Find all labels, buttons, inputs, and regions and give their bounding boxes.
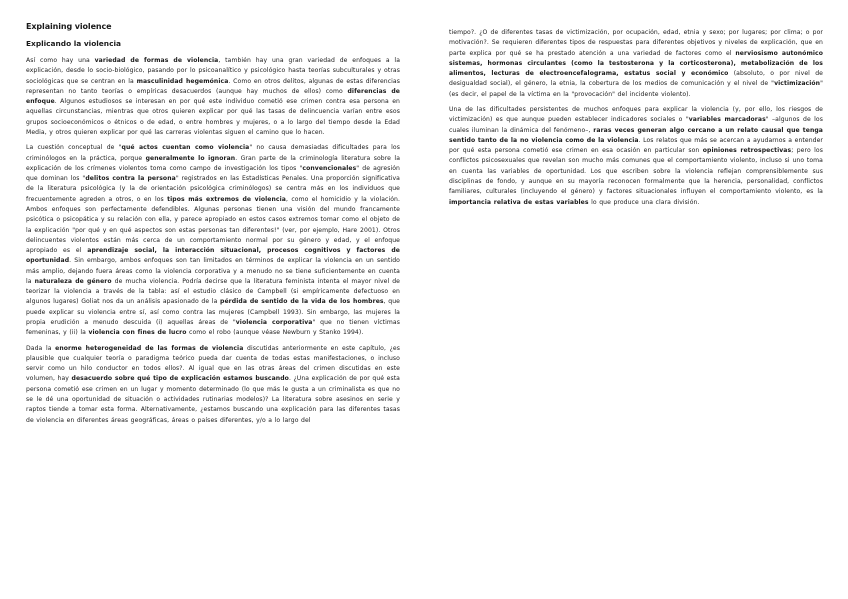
text-run: " no causa demasiadas dificultades para los criminólogos en la práctica, porque	[26, 144, 400, 162]
body-paragraph	[449, 28, 823, 100]
text-run: . Sin embargo, ambos enfoques son tan limitados en términos de explicar la violencia en un sentido más amplio, dejando fuera áreas como la violencia corporativa y a menudo no se tiene suficientemente en cuenta la	[26, 257, 400, 285]
text-run: " registrados en las Estadísticas Penales. Una proporción significativa de la literatura psicológica (y la de orientación psicológica criminólogos) se centra más en los individuos que frecuentemente agreden a otros, o en los	[26, 175, 400, 203]
bold-phrase: generalmente lo ignoran	[145, 154, 236, 162]
bold-phrase: raras veces generan algo cercano a un relato causal que tenga sentido tanto de la no violencia como de la violencia	[449, 126, 823, 144]
bold-phrase: diferencias de enfoque	[26, 87, 400, 106]
bold-phrase: pérdida de sentido de la vida de los hombres	[220, 298, 384, 306]
text-run: " que no tienen víctimas femeninas, y (ii) la	[26, 319, 400, 337]
text-run: lo que produce una clara división.	[588, 198, 700, 206]
text-run: , como el homicidio y la violación. Ambos enfoques son perfectamente defendibles. Algunas personas tienen una visión del mundo francamente psicótica o psicopática y su relación con ella, y parece apropiado en estos casos extremos tomar como el objeto de la explicación "por qué y en qué aspectos son estas personas tan diferentes!" (ver, por ejemplo, Hare 2001). Otros delincuentes violentos están más cerca de un comportamiento normal por su género y edad, y el enfoque apropiado es el	[26, 195, 401, 255]
bold-phrase: aprendizaje social, la interacción situacional, procesos cognitivos y factores de oportunidad	[26, 247, 400, 265]
text-run: La cuestión conceptual de "	[26, 144, 122, 152]
bold-phrase: variedad de formas de violencia	[94, 57, 219, 64]
text-run: " –algunos de los cuales iluminan la dinámica del fenómeno–,	[449, 116, 823, 134]
text-run: discutidas anteriormente en este capítulo, ¿es plausible que cualquier teoría o paradigma teórico pueda dar cuenta de todas estas manifestaciones, o incluso servir como un hilo conductor en todos ellos?. Al igual que en las otras áreas del crimen discutidas en este volumen, hay	[26, 344, 400, 383]
bold-phrase: opiniones retrospectivas	[702, 147, 792, 155]
text-run: tiempo?. ¿O de diferentes tasas de victimización, por ocupación, edad, etnia y sexo; por lugares; por clima; o por motivación?. Se requieren diferentes tipos de respuestas para diferentes objetivos y niveles de explicación, que en parte explica por qué se ha prestado atención a una variedad de factores como el	[449, 29, 823, 57]
text-run: . Algunos estudiosos se interesan en por qué este individuo cometió ese crimen contra esa persona en aquellas circunstancias, mientras que otros quieren explicar por qué las tasas de delincuencia varían entre esos grupos socioeconómicos o étnicos o de edad, o entre hombres y mujeres, o a lo largo del tiempo desde la Edad Media, y otros quieren explicar por qué las carreras violentas siguen el camino que lo hacen.	[26, 98, 400, 136]
bold-phrase: convencionales	[302, 164, 357, 172]
text-run: Así como hay una	[26, 57, 95, 64]
bold-phrase: nerviosismo autonómico sistemas, hormonas circulantes (como la testosterona y la corticosterona), metabolización de los alimentos, lecturas de electroencefalograma, estatus social y económico	[449, 49, 824, 78]
bold-phrase: tipos más extremos de violencia	[167, 195, 286, 203]
text-run: . ¿Una explicación de por qué esta persona cometió ese crimen en un lugar y momento determinado (lo que más le gusta a un criminalista es que no se le dé una oportunidad de situación o actividades rutinarias modelos)? La literatura sobre asesinos en serie y raptos tiende a tomar esta forma. Alternativamente, ¿estamos buscando una explicación para las diferentes tasas de violencia en diferentes áreas geográficas, áreas o países diferentes, y/o a lo largo del	[26, 375, 400, 424]
body-paragraph	[449, 105, 823, 208]
text-run: como el robo (aunque véase Newburn y Stanko 1994).	[186, 329, 364, 337]
bold-phrase: delitos contra la persona	[85, 175, 176, 183]
bold-phrase: masculinidad hegemónica	[136, 77, 229, 85]
left-column	[26, 22, 400, 431]
right-body	[449, 28, 823, 208]
text-run: , también hay una gran variedad de enfoques a la explicación, desde lo socio-biológico, pasando por lo psicoanalítico y psicológico hasta teorías subculturales y otras sociológicas que se centran en la	[26, 57, 401, 85]
bold-phrase: naturaleza de género	[34, 277, 112, 285]
right-column	[449, 28, 823, 213]
text-run: (absoluto, o por nivel de desigualdad social), el género, la etnia, la cobertura de los medios de comunicación y el nivel de "	[449, 70, 823, 88]
text-run: . Los relatos que más se acercan a ayudarnos a entender por qué esta persona cometió ese crimen en esa ocasión en particular son	[449, 136, 824, 155]
bold-phrase: violencia corporativa	[235, 319, 313, 327]
text-run: de mucha violencia. Podría decirse que la literatura feminista intenta el mayor nivel de teorizar la violencia a través de la tabla: así el estudio clásico de Campbell (si empíricamente defectuoso en algunos lugares) Goliat nos da un análisis apasionado de la	[26, 277, 400, 306]
bold-phrase: importancia relativa de estas variables	[449, 198, 589, 206]
body-paragraph	[26, 56, 400, 138]
text-run: " (es decir, el papel de la víctima en la "provocación" del incidente violento).	[449, 80, 823, 98]
bold-phrase: variables marcadoras	[688, 116, 766, 124]
bold-phrase: violencia con fines de lucro	[88, 329, 187, 337]
bold-phrase: qué actos cuentan como violencia	[121, 144, 250, 152]
text-run: , que puede explicar su violencia entre sí, así como contra las mujeres (Campbell 1993). Sin embargo, las mujeres la propia erudición a menudo descuida (i) aquellas áreas de "	[26, 298, 400, 327]
text-run: . Gran parte de la criminología literatura sobre la explicación de los crímenes violentos toma como campo de investigación los tipos "	[26, 154, 401, 172]
bold-phrase: enorme heterogeneidad de las formas de violencia	[55, 344, 244, 352]
text-run: ; pero los conflictos psicosexuales que revelan son mucho más comunes que el comportamiento violento, incluso si uno toma en cuenta las variables de oportunidad. Los que escriben sobre la violencia reflejan comprensiblemente sus disciplinas de fondo, y aunque en su mayoría reconocen formalmente que la herencia, personalidad, conflictos familiares, culturales (incluyendo el género) y factores situacionales influyen el comportamiento violento, es la	[449, 147, 823, 196]
text-run: " de agresión que dominan los "	[26, 164, 400, 183]
document-title: Explaining violence	[26, 22, 112, 31]
bold-phrase: victimización	[774, 80, 821, 88]
left-body	[26, 56, 400, 426]
body-paragraph	[26, 344, 400, 426]
bold-phrase: desacuerdo sobre qué tipo de explicación estamos buscando	[71, 375, 289, 383]
body-paragraph	[26, 143, 400, 338]
text-run: Una de las dificultades persistentes de muchos enfoques para explicar la violencia (y, por ello, los riesgos de victimización) es que aunque pueden establecer indicadores sociales o "	[449, 105, 823, 124]
text-run: Dada la	[26, 344, 56, 352]
text-run: . Como en otros delitos, algunas de estas diferencias representan no tanto teorías o empíricas desacuerdos (aunque hay muchos de ellos) como	[26, 77, 400, 95]
section-heading: Explicando la violencia	[26, 39, 121, 48]
